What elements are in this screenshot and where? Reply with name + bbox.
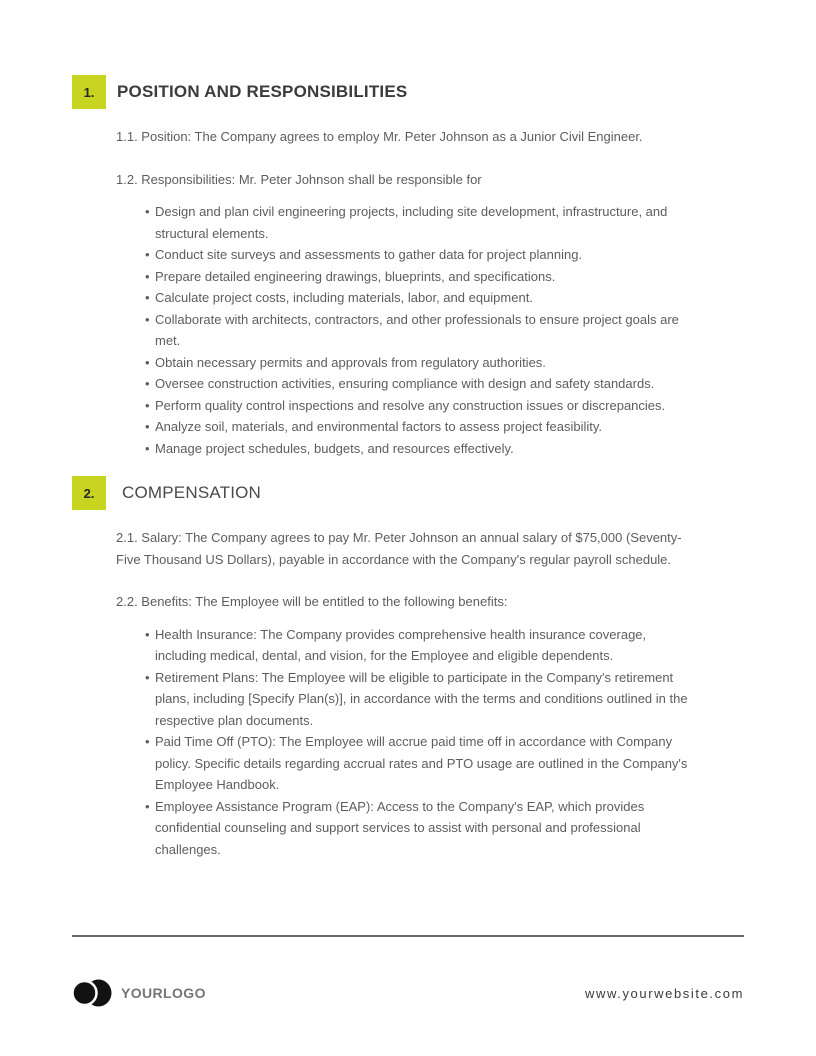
section-1-title: POSITION AND RESPONSIBILITIES [117, 82, 408, 101]
clause-salary: 2.1. Salary: The Company agrees to pay Mr. Peter Johnson an annual salary of $75,000 (Seventy-Five Thousand US Dollars), payable in accordance with the Company's regular payroll schedule. [116, 530, 682, 567]
website-url[interactable]: www.yourwebsite.com [585, 985, 744, 1001]
list-item: • Oversee construction activities, ensuring compliance with design and safety standards. [144, 373, 700, 395]
list-item: • Manage project schedules, budgets, and resources effectively. [144, 438, 700, 460]
section-1-number-badge [72, 75, 106, 109]
clause-position: 1.1. Position: The Company agrees to employ Mr. Peter Johnson as a Junior Civil Engineer. [116, 129, 643, 144]
logo [72, 979, 206, 1007]
section-position-responsibilities [72, 75, 744, 459]
section-2-title: COMPENSATION [122, 483, 262, 502]
footer-divider [72, 935, 744, 937]
logo-text: YOURLOGO [121, 985, 206, 1001]
responsibilities-list [144, 201, 700, 459]
section-1-header [72, 75, 744, 109]
list-item: • Perform quality control inspections and resolve any construction issues or discrepancies. [144, 395, 700, 417]
list-item: • Retirement Plans: The Employee will be eligible to participate in the Company's retirement plans, including [Specify Plan(s)], in accordance with the terms and conditions outlined in the respective plan documents. [144, 667, 700, 732]
list-item: • Paid Time Off (PTO): The Employee will accrue paid time off in accordance with Company policy. Specific details regarding accrual rates and PTO usage are outlined in the Company's Employee Handbook. [144, 731, 700, 796]
benefits-list [144, 624, 700, 861]
list-item: • Calculate project costs, including materials, labor, and equipment. [144, 287, 700, 309]
section-2-number-badge [72, 476, 106, 510]
page-footer [72, 935, 744, 1007]
list-item: • Conduct site surveys and assessments to gather data for project planning. [144, 244, 700, 266]
section-1-number: 1. [83, 84, 95, 100]
clause-benefits: 2.2. Benefits: The Employee will be entitled to the following benefits: [116, 594, 508, 609]
list-item: • Employee Assistance Program (EAP): Access to the Company's EAP, which provides confidential counseling and support services to assist with personal and professional challenges. [144, 796, 700, 861]
list-item: • Design and plan civil engineering projects, including site development, infrastructure, and structural elements. [144, 201, 700, 244]
list-item: • Analyze soil, materials, and environmental factors to assess project feasibility. [144, 416, 700, 438]
section-2-number: 2. [83, 485, 95, 501]
footer-row [72, 979, 744, 1007]
section-compensation [72, 476, 744, 860]
list-item: • Health Insurance: The Company provides comprehensive health insurance coverage, including medical, dental, and vision, for the Employee and eligible dependents. [144, 624, 700, 667]
list-item: • Prepare detailed engineering drawings, blueprints, and specifications. [144, 266, 700, 288]
section-2-header [72, 476, 744, 510]
clause-responsibilities: 1.2. Responsibilities: Mr. Peter Johnson shall be responsible for [116, 171, 482, 187]
list-item: • Obtain necessary permits and approvals from regulatory authorities. [144, 352, 700, 374]
logo-icon [72, 979, 112, 1007]
list-item: • Collaborate with architects, contractors, and other professionals to ensure project goals are met. [144, 309, 700, 352]
